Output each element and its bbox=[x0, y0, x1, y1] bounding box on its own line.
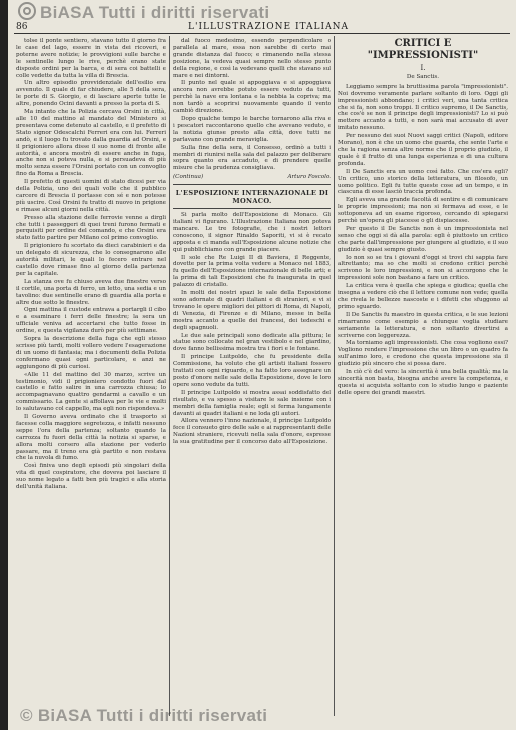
paragraph: Ma intanto che la Polizia cercava Orsini in città, alle 10 del mattino al mandato del Ministero si presentava come detenuto al castello, e il prefetto di Stato signor Odescalchi Ferreri era con lui. Ferreri andò, e il luogo fu trovato dalla guardia ad Orsini, e il prigioniero allora disse il suo nome di fronte alle autorità, e ancora mostrò di essere anche in fuga, anche non si poteva nulla, e si persuadeva di più molto senza essere l'Orsini portato con un convoglio fino da Roma a Brescia. bbox=[16, 109, 166, 178]
paragraph: Le due sale principali sono dedicate alla pittura; le statue sono collocate nel gran vestibolo e nel giardino, dove fanno bellissima mostra tra i fiori e le fontane. bbox=[173, 332, 331, 353]
article-signature bbox=[173, 174, 331, 181]
article-separator bbox=[173, 208, 331, 209]
paragraph: dal fuoco medesimo, essendo perpendicolare o parallela al mare, essa non sarebbe di certo mai grande distanza dal fuoco; e rimanendo nella stessa posizione, la vedeva quasi sempre nello stesso punto della regione, e così la vedevano quelli che stavano sul mare e nei dintorni. bbox=[173, 38, 331, 79]
page-number: 86 bbox=[16, 22, 28, 32]
paragraph: Il De Sanctis era un uomo così fatto. Che cos'era egli? Un critico, uno storico della letteratura, un filosofo, un uomo politico. Egli fu tutte queste cose ad un tempo, e in ciascuna di esse lasciò traccia profonda. bbox=[338, 168, 508, 196]
biasa-logo-icon bbox=[18, 2, 36, 20]
section-subject: De Sanctis. bbox=[406, 73, 440, 80]
paragraph: Il principe Luitpoldo, che fu presidente della Commissione, ha voluto che gli artisti italiani fossero trattati con ogni riguardo, e ha fatto loro assegnare un posto d'onore nelle sale della Esposizione, dove le loro opere sono vedute da tutti. bbox=[173, 354, 331, 388]
paragraph: Il prigioniero fu scortato da dieci carabinieri e da un delegato di sicurezza, che lo consegnarono alle autorità militari, le quali lo fecero entrare nel castello dove rimase fino al giorno della partenza per la capitale. bbox=[16, 243, 166, 277]
section-title: CRITICI E "IMPRESSIONISTI" bbox=[367, 38, 479, 61]
paragraph: In molti dei nostri spazi le sale della Esposizione sono adornate di quadri italiani e di stranieri, e vi si trovano le opere migliori dei pittori di Roma, di Napoli, di Venezia, di Firenze e di Milano, messe in bella mostra accanto a quelle dei francesi, dei tedeschi e degli spagnuoli. bbox=[173, 290, 331, 331]
paragraph: «Alle 11 del mattino del 30 marzo, scrive un testimonio, vidi il prigioniero condotto fuori dal castello e fatto salire in una carrozza chiusa; lo accompagnavano quattro gendarmi a cavallo e un commissario. La gente si affollava per le vie e molti lo salutavano col cappello, ma egli non rispondeva.» bbox=[16, 371, 166, 413]
watermark-top bbox=[18, 2, 269, 23]
article-separator bbox=[173, 184, 331, 185]
paragraph: Il prefetto di questi uomini di stato dicesi per via della Polizia, uno dei quali volle che il pubblico carcere di Brescia il portasse con sé e non potesse più uscire. Così Orsini fu tratto di nuovo in prigione e rimase alcuni giorni nella città. bbox=[16, 179, 166, 213]
column-divider bbox=[334, 36, 335, 716]
column-3 bbox=[338, 38, 508, 718]
column-divider bbox=[169, 36, 170, 716]
paragraph: Il principe Luitpoldo si mostra assai soddisfatto del risultato, e va spesso a visitare le sale insieme con i membri della famiglia reale; egli si ferma lungamente davanti ai quadri italiani e ne loda gli autori. bbox=[173, 389, 331, 417]
paragraph: Leggiamo sempre la bruttissima parola "impressionisti". Noi dovremo veramente parlare soltanto di loro. Oggi gli impressionisti abbondano; i critici veri, una tanta critica che si fa, non sono troppi. Il critico supremo, il De Sanctis, che cos'è se non il principe degli impressionisti? Lo si può mettere accanto a tutti, e non sarà mai accusato di aver imitato nessuno. bbox=[338, 83, 508, 132]
paragraph: Sulla fine della sera, il Consesso, ordinò a tutti i membri di riunirsi nella sala del palazzo per deliberare sopra quanto era accaduto, e di prendere quelle misure che la prudenza consigliava. bbox=[173, 144, 331, 172]
paragraph: In ciò c'è del vero: la sincerità è una bella qualità; ma la sincerità non basta, bisogna anche avere la competenza, e questa si acquista soltanto con lo studio lungo e paziente delle opere dei grandi maestri. bbox=[338, 369, 508, 396]
paragraph: Egli aveva una grande facoltà di sentire e di comunicare le proprie impressioni; ma non si fermava ad esse, e le sottoponeva ad un esame rigoroso, cercando di spiegarsi perchè un'opera gli piacesse o gli dispiacesse. bbox=[338, 197, 508, 225]
paragraph: Il punto nel quale si appoggiava e si appoggiava ancora non avrebbe potuto essere veduto da tutti, perchè la nave era lontana e la nebbia la copriva; ma non tardò a scoprirsi nuovamente quando il vento cambiò direzione. bbox=[173, 80, 331, 115]
scan-edge bbox=[0, 0, 8, 730]
paragraph: Così finiva uno degli episodi più singolari della vita di quel cospiratore, che doveva poi lasciare il suo nome legato a fatti ben più tragici e alla storia dell'unità italiana. bbox=[16, 463, 166, 491]
paragraph: Ogni mattina il custode entrava a portargli il cibo e a esaminare i ferri delle finestre; la sera un ufficiale veniva ad accertarsi che tutto fosse in ordine, e questa vigilanza durò per più settimane. bbox=[16, 307, 166, 335]
running-title: L'ILLUSTRAZIONE ITALIANA bbox=[188, 22, 349, 32]
paragraph: tolse il ponte sentiero, stavano tutto il giorno fra le case del lago, essere in vista dei ricoveri, e poterne avere notizie; le provvigioni sulle barche e le sentinelle lungo le rive, perchè erano state disposte ordini per la barca, e di sera coi battelli e colle vedette da tutta la villa di Brescia. bbox=[16, 38, 166, 79]
paragraph: Dopo qualche tempo le barche tornarono alla riva e i pescatori raccontarono quello che avevano veduto, e la notizia giunse presto alla città, dove tutti ne parlavano con grande meraviglia. bbox=[173, 115, 331, 143]
paragraph: Un altro episodio provvidenziale dell'esilio era avvenuto. Il quale di far chiudere, alle 5 della sera, le porte di S. Giorgio, e di lasciare aperte tutte le altre, ponendo Ocini davanti a presso la porta di S. bbox=[16, 80, 166, 108]
paragraph: Per nessuno dei suoi Nuovi saggi critici (Napoli, editore Morano), non è che un uomo che guarda, che sente l'arte e che la ragiona senza altre norme che il proprio giudizio, il quale è il frutto di una lunga esperienza e di una cultura profonda. bbox=[338, 133, 508, 167]
paragraph: La critica vera è quella che spiega e giudica; quella che insegna a vedere ciò che il lettore comune non vede; quella che rivela le bellezze nascoste e i difetti che sfuggono al primo sguardo. bbox=[338, 283, 508, 310]
paragraph: Sopra la descrizione della fuga che egli stesso scrisse più tardi, molti vollero vedere l'esagerazione di un uomo di fantasia; ma i documenti della Polizia confermano quasi ogni particolare, e anzi ne aggiungono di più curiosi. bbox=[16, 336, 166, 370]
author-name: Arturo Foscolo. bbox=[287, 174, 331, 181]
paragraph: La stanza ove fu chiuso aveva due finestre verso il cortile, una porta di ferro, un letto, una sedia e un tavolino: due sentinelle erano di guardia alla porta e altre due sotto le finestre. bbox=[16, 278, 166, 306]
paragraph: Ma torniamo agli impressionisti. Che cosa vogliono essi? Vogliono rendere l'impressione che un libro o un quadro fa sull'animo loro, e credono che questa impressione sia il giudizio più sincero che si possa dare. bbox=[338, 340, 508, 368]
paragraph: Il De Sanctis fu maestro in questa critica, e le sue lezioni rimarranno come esempio a chiunque voglia studiare seriamente la letteratura, e non soltanto divertirsi a scriverne con leggerezza. bbox=[338, 311, 508, 339]
watermark-top-text: BiASA Tutti i diritti riservati bbox=[40, 3, 270, 22]
column-1 bbox=[16, 38, 166, 718]
paragraph: Si parla molto dell'Esposizione di Monaco. Gli italiani vi figurano. L'Illustrazione Italiana non poteva mancare. Le tre fotografie, che i nostri lettori conoscono, il signor Rinaldo Saporiti, vi si è recato apposta e ci manda sull'Esposizione alcune notizie che qui pubblichiamo con grande piacere. bbox=[173, 212, 331, 253]
article-title: L'ESPOSIZIONE INTERNAZIONALE DI MONACO. bbox=[175, 189, 329, 206]
paragraph: Per questo il De Sanctis non è un impressionista nel senso che oggi si dà alla parola: egli è piuttosto un critico che parte dall'impressione per giungere al giudizio, e il suo giudizio è quasi sempre giusto. bbox=[338, 225, 508, 253]
section-number: I. bbox=[420, 64, 426, 72]
paragraph: Il sole che Re Luigi II di Baviera, il Reggente, dovette per la prima volta vedere a Monaco nel 1883, fu quello dell'Esposizione internazionale di belle arti; e la prima di tali Esposizioni che fu inaugurata in quel palazzo di cristallo. bbox=[173, 254, 331, 289]
paragraph: Presso alla stazione delle ferrovie venne a dirgli che tutti i passeggeri di quei treni furono fermati e perquisiti per ordine del comando, e che Orsini era stato fatto partire per Milano col primo convoglio. bbox=[16, 214, 166, 242]
paragraph: Allora vennero l'inno nazionale, il principe Luitpoldo fece il consueto giro delle sale e ai rappresentanti delle Nazioni straniere, ricevuti nella sala d'onore, espresse la sua gratitudine per il concorso dato all'Esposizione. bbox=[173, 418, 331, 446]
watermark-bottom: © BiASA Tutti i diritti riservati bbox=[20, 706, 268, 725]
continua-note: (Continua) bbox=[173, 174, 204, 181]
header-rule bbox=[14, 33, 510, 34]
paragraph: Io non so se tra i giovani d'oggi si trovi chi sappia fare altrettanto; ma so che molti si credono critici perchè scrivono le loro impressioni, e non si accorgono che le impressioni sole non bastano a fare un critico. bbox=[338, 254, 508, 282]
paragraph: Il Governo aveva ordinato che il trasporto si facesse colla maggiore segretezza, e infatti nessuno seppe l'ora della partenza; soltanto quando la carrozza fu fuori della città la notizia si sparse, e allora molti corsero alla stazione per vederlo passare, ma il treno era già partito e non restava che la nuvola di fumo. bbox=[16, 414, 166, 462]
column-2 bbox=[173, 38, 331, 718]
